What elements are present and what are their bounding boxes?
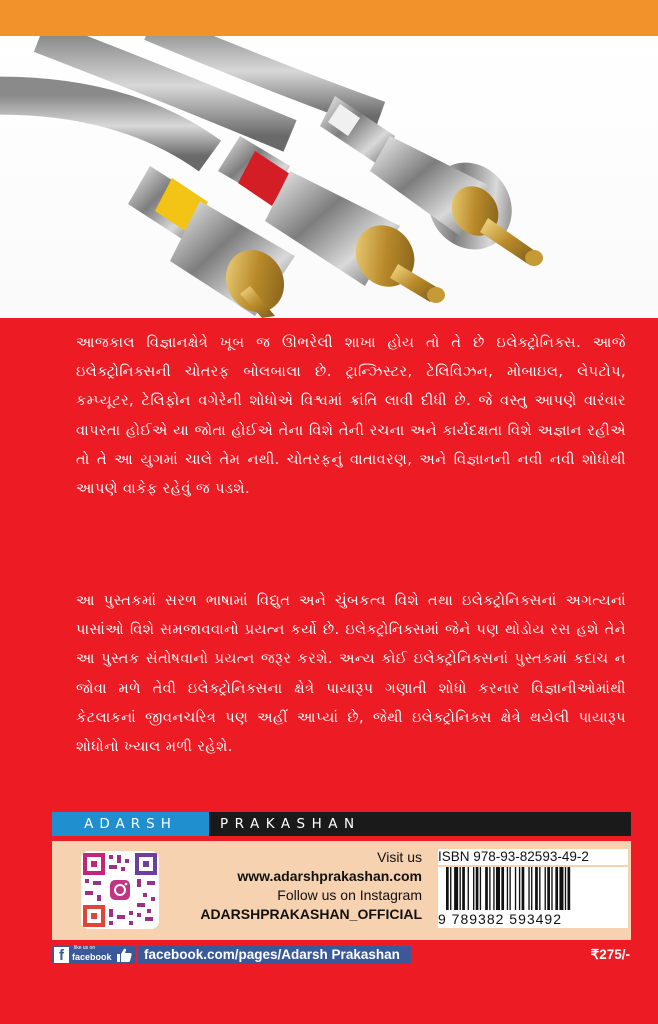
barcode-number: 9 789382 593492 [438, 910, 628, 928]
follow-label: Follow us on Instagram [277, 887, 422, 903]
barcode-bar [476, 867, 479, 911]
barcode-bar [565, 867, 566, 911]
rca-cables-illustration [0, 36, 658, 318]
barcode-bar [493, 867, 494, 911]
barcode-bar [454, 867, 458, 911]
qr-code-pattern [81, 851, 159, 929]
barcode-bar [559, 867, 563, 911]
barcode-bars [438, 867, 628, 911]
publisher-name-part2: PRAKASHAN [220, 816, 361, 832]
instagram-icon [110, 880, 130, 900]
barcode-bar [468, 867, 469, 911]
top-orange-band [0, 0, 658, 36]
website-link[interactable]: www.adarshprakashan.com [237, 868, 422, 884]
barcode-bar [568, 867, 571, 911]
barcode-bar [480, 867, 481, 911]
barcode-bar [462, 867, 465, 911]
barcode-bar [551, 867, 552, 911]
facebook-brand-text: facebook [72, 952, 112, 962]
facebook-icon: f [54, 947, 69, 963]
barcode-bar [535, 867, 538, 911]
barcode-bar [539, 867, 540, 911]
barcode-bar [460, 867, 461, 911]
barcode-bar [489, 867, 490, 911]
thumbs-up-icon [115, 947, 133, 963]
barcode-bar [485, 867, 488, 911]
description-paragraph-2: આ પુસ્તકમાં સરળ ભાષામાં વિદ્યુત અને ચુંબકત્વ વિશે તથા ઇલેક્ટ્રોનિક્સનાં અગત્યનાં પાસાંઓ વિશે સમજાવવાનો પ્રયત્ન કર્યો છે. ઇલેક્ટ્રોનિક્સમાં જેને પણ થોડોય રસ હશે તેને આ પુસ્તક સંતોષવાનો પ્રયત્ન જરૂર કરશે. અન્ય કોઈ ઇલેક્ટ્રોનિક્સનાં પુસ્તકમાં કદાચ ન જોવા મળે તેવી ઇલેક્ટ્રોનિક્સના ક્ષેત્રે પાયારૂપ ગણાતી શોધો કરનાર વિજ્ઞાનીઓમાંથી કેટલાકનાં જીવનચરિત્ર પણ અહીં આપ્યાં છે, જેથી ઇલેક્ટ્રોનિક્સ ક્ષેત્રે થયેલી પાયારૂપ શોધોનો ખ્યાલ મળી રહેશે. [76, 592, 626, 756]
barcode-bar [547, 867, 550, 911]
instagram-handle[interactable]: ADARSHPRAKASHAN_OFFICIAL [200, 906, 422, 922]
barcode-bar [509, 867, 510, 911]
publisher-name-part1: ADARSH [52, 812, 209, 836]
cover-photo [0, 36, 658, 318]
barcode-bar [531, 867, 532, 911]
book-price: ₹275/- [590, 947, 630, 962]
barcode-bar [522, 867, 525, 911]
qr-code[interactable] [81, 851, 159, 929]
description-paragraph-1: આજકાલ વિજ્ઞાનક્ષેત્રે ખૂબ જ ઊભરેલી શાખા હોય તો તે છે ઇલેક્ટ્રોનિક્સ. આજે ઇલેક્ટ્રોનિક્સની ચોતરફ બોલબાલા છે. ટ્રાન્ઝિસ્ટર, ટેલિવિઝન, મોબાઇલ, લેપટોપ, કમ્પ્યૂટર, ટેલિફોન વગેરેની શોધોએ વિશ્વમાં ક્રાંતિ લાવી દીધી છે. જે વસ્તુ આપણે વારંવાર વાપરતા હોઈએ યા જોતા હોઈએ તેના વિશે તેની રચના અને કાર્યદક્ષતા વિશે અજ્ઞાન રહીએ તો તે આ યુગમાં ચાલે તેમ નથી. ચોતરફનું વાતાવરણ, અને વિજ્ઞાનની નવી નવી શોધોથી આપણે વાકેફ રહેવું જ પડશે. [76, 334, 626, 498]
barcode-bar [545, 867, 546, 911]
facebook-page-link[interactable]: facebook.com/pages/Adarsh Prakashan [138, 946, 411, 964]
barcode-bar [473, 867, 474, 911]
barcode-bar [528, 867, 529, 911]
barcode-bar [507, 867, 508, 911]
facebook-like-label: like us on [74, 945, 96, 951]
barcode-bar [496, 867, 500, 911]
barcode-bar [446, 867, 449, 911]
visit-label: Visit us [377, 849, 422, 865]
barcode-bar [450, 867, 451, 911]
barcode-bar [555, 867, 558, 911]
barcode-bar [515, 867, 516, 911]
barcode-bar [519, 867, 520, 911]
isbn-label: ISBN 978-93-82593-49-2 [438, 849, 628, 865]
barcode-bar [501, 867, 504, 911]
